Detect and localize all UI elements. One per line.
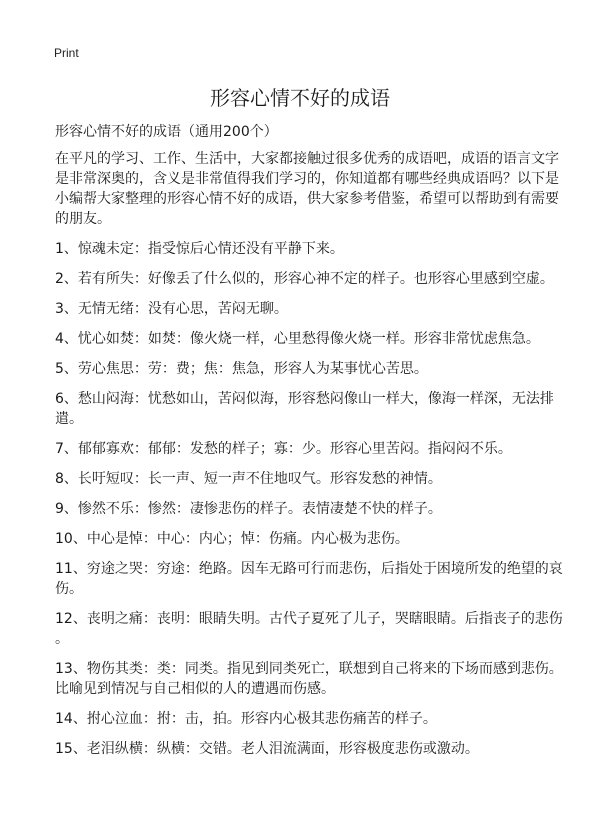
text-line: 6、愁山闷海：忧愁如山，苦闷似海，形容愁闷像山一样大，像海一样深，无法排 [55, 391, 554, 407]
text-line: 2、若有所失：好像丢了什么似的，形容心神不定的样子。也形容心里感到空虚。 [55, 271, 554, 287]
text-line: 10、中心是悼：中心：内心；悼：伤痛。内心极为悲伤。 [55, 531, 409, 547]
idiom-item [55, 499, 555, 519]
text-line: 12、丧明之痛：丧明：眼睛失明。古代子夏死了儿子，哭瞎眼睛。后指丧子的悲伤 [55, 611, 563, 627]
idiom-item [55, 659, 563, 699]
document-body [55, 149, 563, 769]
text-line: 比喻见到情况与自己相似的人的遭遇而伤感。 [55, 681, 335, 697]
intro-paragraph [55, 149, 559, 229]
text-line: 11、穷途之哭：穷途：绝路。因车无路可行而悲伤，后指处于困境所发的绝望的哀 [55, 561, 563, 577]
text-line: 5、劳心焦思：劳：费；焦：焦急，形容人为某事忧心苦思。 [55, 361, 428, 377]
subtitle: 形容心情不好的成语（通用200个） [55, 124, 278, 140]
idiom-item [55, 709, 555, 729]
text-line: 8、长吁短叹：长一声、短一声不住地叹气。形容发愁的神情。 [55, 471, 442, 487]
idiom-item [55, 389, 555, 429]
text-line: 1、惊魂未定：指受惊后心情还没有平静下来。 [55, 241, 344, 257]
text-line: 。 [55, 631, 69, 647]
idiom-item [55, 299, 555, 319]
text-line: 9、惨然不乐：惨然：凄惨悲伤的样子。表情凄楚不快的样子。 [55, 501, 442, 517]
idiom-item [55, 739, 555, 759]
idiom-item [55, 469, 555, 489]
idiom-item [55, 439, 555, 459]
idiom-item [55, 559, 563, 599]
text-line: 伤。 [55, 581, 83, 597]
text-line: 3、无情无绪：没有心思，苦闷无聊。 [55, 301, 288, 317]
text-line: 是非常深奥的，含义是非常值得我们学习的，你知道都有哪些经典成语吗？以下是 [55, 171, 559, 187]
text-line: 在平凡的学习、工作、生活中，大家都接触过很多优秀的成语吧，成语的语言文字 [55, 151, 559, 167]
text-line: 15、老泪纵横：纵横：交错。老人泪流满面，形容极度悲伤或激动。 [55, 741, 479, 757]
idiom-item [55, 609, 563, 649]
print-link[interactable]: Print [54, 46, 79, 60]
idiom-item [55, 329, 555, 349]
text-line: 4、忧心如焚：如焚：像火烧一样，心里愁得像火烧一样。形容非常忧虑焦急。 [55, 331, 540, 347]
text-line: 的朋友。 [55, 211, 111, 227]
idiom-item [55, 359, 555, 379]
text-line: 7、郁郁寡欢：郁郁：发愁的样子；寡：少。形容心里苦闷。指闷闷不乐。 [55, 441, 512, 457]
text-line: 14、拊心泣血：拊：击，拍。形容内心极其悲伤痛苦的样子。 [55, 711, 437, 727]
text-line: 小编帮大家整理的形容心情不好的成语，供大家参考借鉴，希望可以帮助到有需要 [55, 191, 559, 207]
text-line: 遣。 [55, 411, 83, 427]
text-line: 13、物伤其类：类：同类。指见到同类死亡，联想到自己将来的下场而感到悲伤。 [55, 661, 563, 677]
idiom-item [55, 269, 555, 289]
page-title: 形容心情不好的成语 [210, 86, 390, 110]
idiom-item [55, 239, 555, 259]
idiom-item [55, 529, 555, 549]
